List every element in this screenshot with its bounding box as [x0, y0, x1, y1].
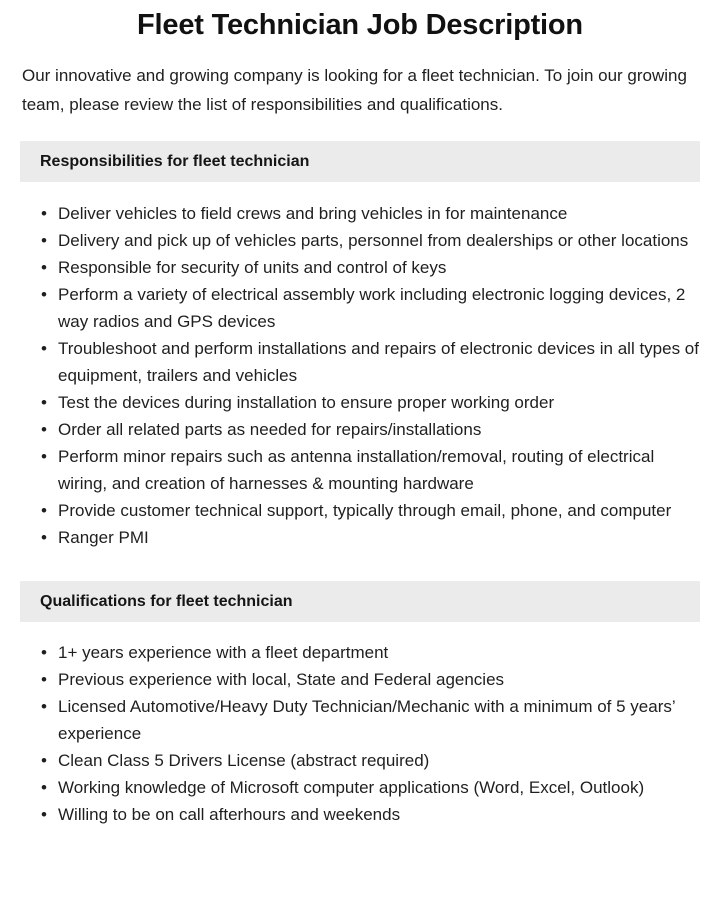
bullet-icon: • — [41, 339, 47, 358]
list-item — [0, 389, 700, 416]
list-item — [0, 666, 700, 693]
list-item — [0, 416, 700, 443]
list-item — [0, 443, 700, 497]
section-header-qualifications: Qualifications for fleet technician — [20, 581, 700, 622]
bullet-icon: • — [41, 231, 47, 250]
list-item-text: Perform a variety of electrical assembly work including electronic logging devices, 2 way radios and GPS devices — [58, 285, 686, 331]
intro-spacer — [0, 119, 720, 141]
list-item-text: Perform minor repairs such as antenna installation/removal, routing of electrical wiring, and creation of harnesses & mounting hardware — [58, 447, 655, 493]
list-item — [0, 254, 700, 281]
bullet-icon: • — [41, 501, 47, 520]
bullet-icon: • — [41, 285, 47, 304]
bullet-icon: • — [41, 670, 47, 689]
page-title: Fleet Technician Job Description — [137, 9, 583, 41]
list-item-text: Responsible for security of units and control of keys — [58, 258, 447, 277]
list-item-text: Ranger PMI — [58, 528, 149, 547]
bullet-icon: • — [41, 393, 47, 412]
list-item — [0, 747, 700, 774]
bullet-icon: • — [41, 697, 47, 716]
list-item — [0, 774, 700, 801]
bullet-icon: • — [41, 258, 47, 277]
bullet-icon: • — [41, 805, 47, 824]
list-item — [0, 200, 700, 227]
list-item — [0, 524, 700, 551]
list-item — [0, 335, 700, 389]
list-item-text: Troubleshoot and perform installations and repairs of electronic devices in all types of equipment, trailers and vehicles — [58, 339, 699, 385]
section-responsibilities — [0, 141, 720, 551]
list-item-text: Willing to be on call afterhours and weekends — [58, 805, 401, 824]
list-item-text: Previous experience with local, State and Federal agencies — [58, 670, 505, 689]
bullet-icon: • — [41, 204, 47, 223]
list-item-text: Licensed Automotive/Heavy Duty Technician/Mechanic with a minimum of 5 years’ experience — [58, 697, 676, 743]
list-item — [0, 497, 700, 524]
intro-paragraph: Our innovative and growing company is looking for a fleet technician. To join our growing team, please review the list of responsibilities and qualifications. — [22, 66, 687, 114]
bullet-icon: • — [41, 447, 47, 466]
list-item-text: Provide customer technical support, typically through email, phone, and computer — [58, 501, 672, 520]
list-item-text: Order all related parts as needed for repairs/installations — [58, 420, 482, 439]
bullet-icon: • — [41, 528, 47, 547]
list-item — [0, 639, 700, 666]
list-item — [0, 281, 700, 335]
list-item — [0, 693, 700, 747]
list-item-text: 1+ years experience with a fleet department — [58, 643, 389, 662]
list-item — [0, 227, 700, 254]
bullet-icon: • — [41, 751, 47, 770]
section-qualifications — [0, 581, 720, 828]
list-item-text: Clean Class 5 Drivers License (abstract required) — [58, 751, 430, 770]
section-header-responsibilities: Responsibilities for fleet technician — [20, 141, 700, 182]
list-item-text: Deliver vehicles to field crews and bring vehicles in for maintenance — [58, 204, 568, 223]
bullet-icon: • — [41, 643, 47, 662]
bullet-icon: • — [41, 420, 47, 439]
list-item — [0, 801, 700, 828]
responsibilities-list — [0, 200, 720, 551]
section-spacer — [0, 551, 720, 581]
qualifications-list — [0, 639, 720, 828]
list-item-text: Working knowledge of Microsoft computer applications (Word, Excel, Outlook) — [58, 778, 645, 797]
list-item-text: Test the devices during installation to ensure proper working order — [58, 393, 555, 412]
list-item-text: Delivery and pick up of vehicles parts, personnel from dealerships or other locations — [58, 231, 689, 250]
bullet-icon: • — [41, 778, 47, 797]
